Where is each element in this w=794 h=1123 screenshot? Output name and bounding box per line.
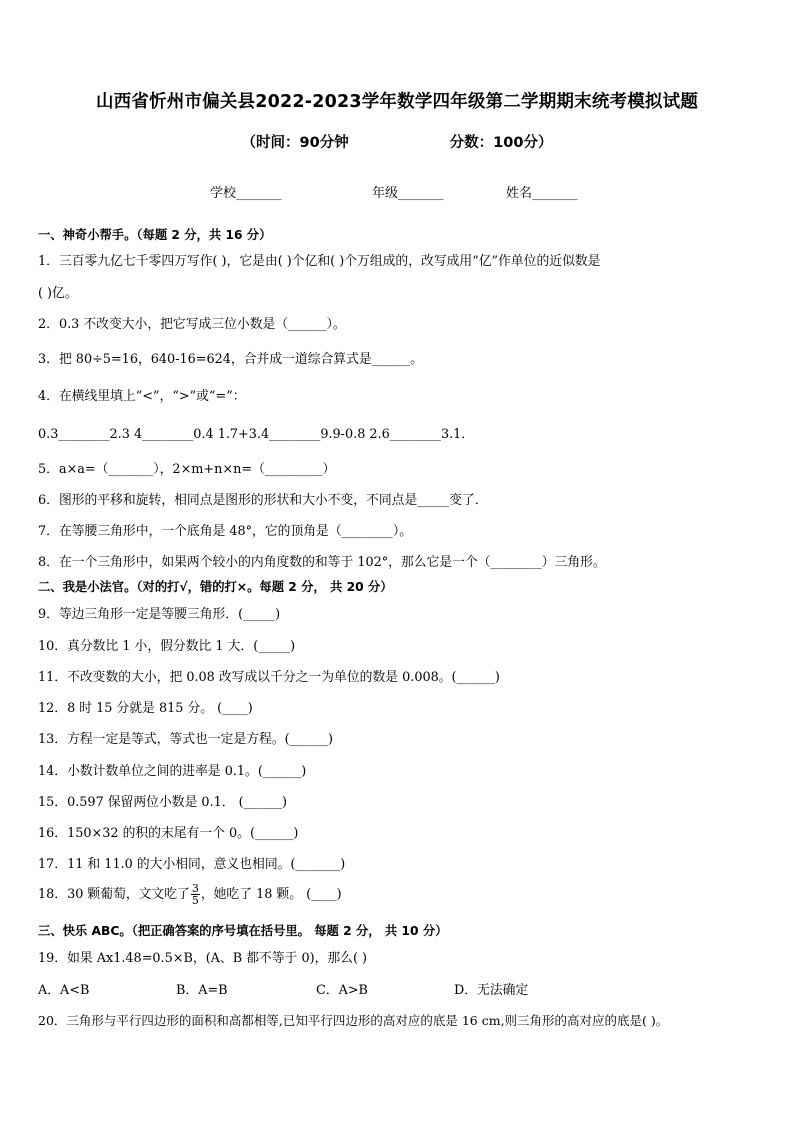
section-heading-3: 三、快乐 ABC。（把正确答案的序号填在括号里。 每题 2 分， 共 10 分） bbox=[38, 924, 448, 938]
fraction-numerator: 3 bbox=[191, 882, 199, 895]
page-title: 山西省忻州市偏关县2022-2023学年数学四年级第二学期期末统考模拟试题 bbox=[95, 92, 699, 112]
question-1: 1．三百零九亿七千零四万写作( )，它是由( )个亿和( )个万组成的，改写成用“亿”作单位的近似数是 bbox=[38, 254, 601, 269]
question-11: 11．不改变数的大小，把 0.08 改写成以千分之一为单位的数是 0.008。(______) bbox=[38, 670, 500, 685]
question-8: 8．在一个三角形中，如果两个较小的内角度数的和等于 102°，那么它是一个（________）三角形。 bbox=[38, 555, 606, 570]
question-10: 10．真分数比 1 小，假分数比 1 大．(_____) bbox=[38, 639, 296, 654]
name-field: 姓名_______ bbox=[506, 186, 578, 201]
question-6: 6．图形的平移和旋转，相同点是图形的形状和大小不变，不同点是_____变了． bbox=[38, 493, 488, 508]
time-score-line: （时间：90分钟 分数：100分） bbox=[241, 135, 553, 151]
question-18 bbox=[38, 883, 342, 906]
question-14: 14．小数计数单位之间的进率是 0.1。(______) bbox=[38, 764, 307, 779]
question-19: 19．如果 Ax1.48=0.5×B，(A、B 都不等于 0)，那么( ) bbox=[38, 951, 368, 966]
question-1-continued: ( )亿。 bbox=[38, 286, 78, 301]
question-4-blanks: 0.3________2.3 4________0.4 1.7+3.4________9.9-0.8 2.6________3.1． bbox=[38, 427, 475, 442]
question-7: 7．在等腰三角形中，一个底角是 48°，它的顶角是（________）。 bbox=[38, 524, 413, 539]
question-18-text: 18．30 颗葡萄，文文吃了 bbox=[38, 887, 190, 902]
question-4: 4．在横线里填上“<”，“>”或“=”： bbox=[38, 389, 246, 404]
question-15: 15．0.597 保留两位小数是 0.1． (______) bbox=[38, 795, 288, 810]
question-12: 12．8 时 15 分就是 815 分。 (____) bbox=[38, 701, 253, 716]
school-field: 学校_______ bbox=[210, 186, 282, 201]
option-d: D．无法确定 bbox=[454, 983, 529, 998]
section-heading-2: 二、我是小法官。（对的打√，错的打×。每题 2 分， 共 20 分） bbox=[38, 580, 393, 594]
option-a: A．A<B bbox=[38, 983, 90, 998]
question-5: 5．a×a=（_______），2×m+n×n=（_________） bbox=[38, 462, 336, 477]
fraction-denominator: 5 bbox=[191, 894, 199, 907]
question-20: 20．三角形与平行四边形的面积和高都相等,已知平行四边形的高对应的底是 16 cm,则三角形的高对应的底是( )。 bbox=[38, 1013, 669, 1028]
fraction-three-fifths bbox=[191, 883, 200, 906]
question-17: 17．11 和 11.0 的大小相同，意义也相同。(_______) bbox=[38, 857, 346, 872]
grade-field: 年级_______ bbox=[372, 186, 444, 201]
question-2: 2．0.3 不改变大小，把它写成三位小数是（______）。 bbox=[38, 317, 346, 332]
question-9: 9．等边三角形一定是等腰三角形．(_____) bbox=[38, 607, 281, 622]
option-b: B．A=B bbox=[176, 983, 228, 998]
question-16: 16．150×32 的积的末尾有一个 0。(______) bbox=[38, 826, 299, 841]
question-18-tail: ，她吃了 18 颗。 (____) bbox=[200, 887, 342, 902]
question-3: 3．把 80÷5=16，640-16=624，合并成一道综合算式是______。 bbox=[38, 352, 423, 367]
option-c: C．A>B bbox=[316, 983, 368, 998]
section-heading-1: 一、神奇小帮手。（每题 2 分，共 16 分） bbox=[38, 228, 272, 242]
question-13: 13．方程一定是等式，等式也一定是方程。(______) bbox=[38, 732, 334, 747]
